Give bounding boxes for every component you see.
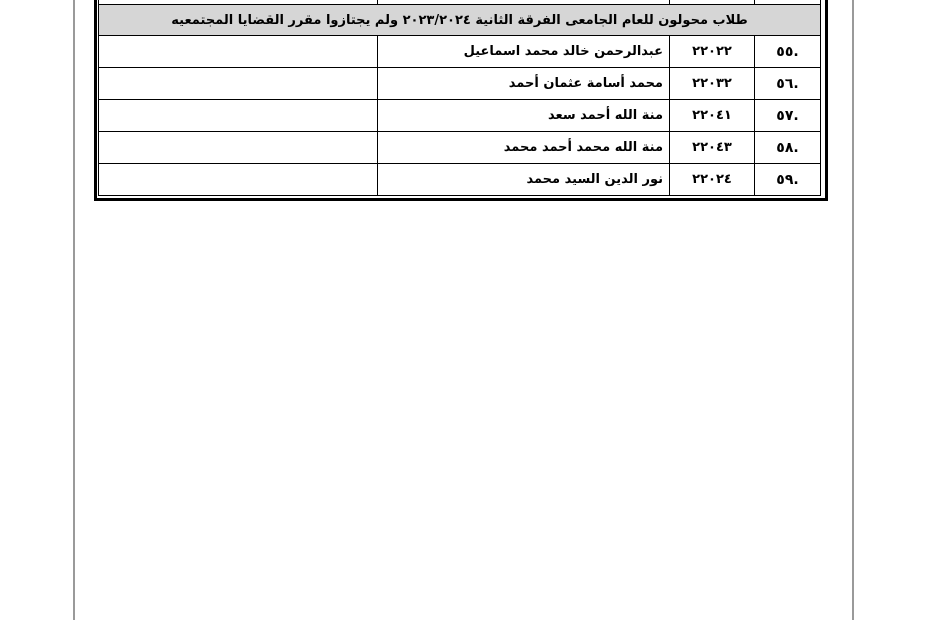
table-row [99,100,821,132]
empty-cell [99,36,378,68]
students-table [98,0,821,196]
student-code: ٢٢٠٤٣ [670,132,755,164]
student-name: عبدالرحمن خالد محمد اسماعيل [378,36,670,68]
row-index: .٥٨ [755,132,821,164]
row-index: .٥٥ [755,36,821,68]
page-left-border [73,0,75,620]
student-code: ٢٢٠٢٤ [670,164,755,196]
row-index: .٥٩ [755,164,821,196]
empty-cell [99,68,378,100]
row-index: .٥٧ [755,100,821,132]
table-caption: طلاب محولون للعام الجامعى الفرقة الثانية ٢٠٢٣/٢٠٢٤ ولم يجتازوا مقرر القضايا المجتمعيه [99,5,821,36]
table-row [99,36,821,68]
table-row [99,68,821,100]
empty-cell [99,164,378,196]
row-index: .٥٦ [755,68,821,100]
empty-cell [99,100,378,132]
student-name: نور الدين السيد محمد [378,164,670,196]
table-row [99,132,821,164]
student-name: منة الله محمد أحمد محمد [378,132,670,164]
page-right-border [852,0,854,620]
student-name: منة الله أحمد سعد [378,100,670,132]
student-code: ٢٢٠٣٢ [670,68,755,100]
empty-cell [99,132,378,164]
table-row [99,164,821,196]
student-code: ٢٢٠٤١ [670,100,755,132]
student-name: محمد أسامة عثمان أحمد [378,68,670,100]
table-caption-row [99,5,821,36]
student-code: ٢٢٠٢٢ [670,36,755,68]
